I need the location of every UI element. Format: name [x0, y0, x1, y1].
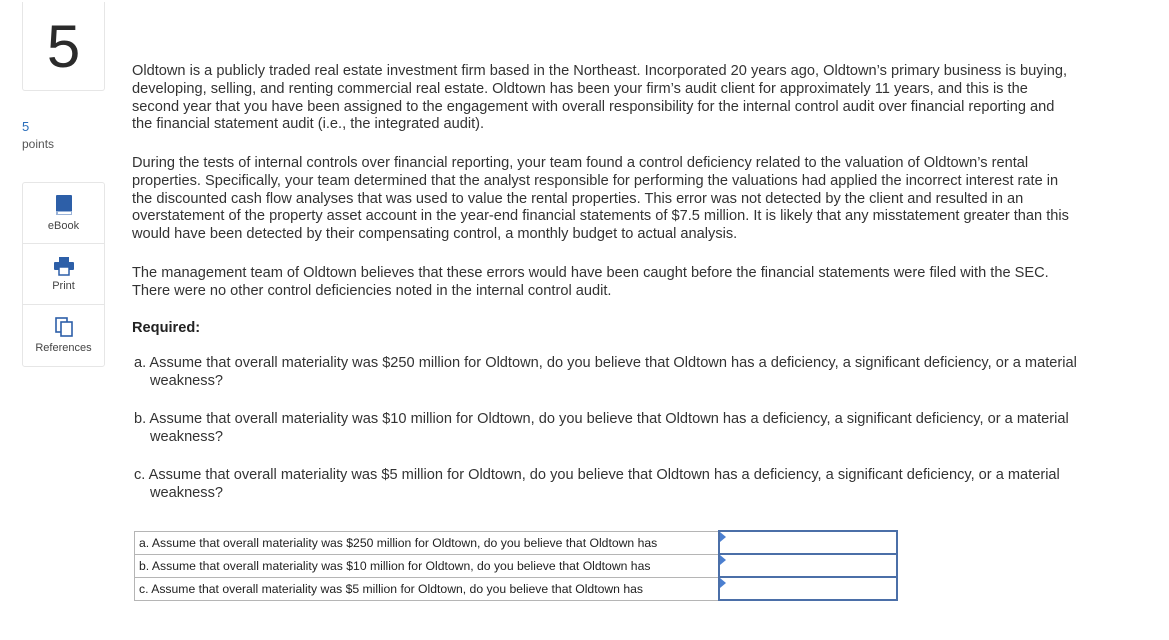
references-button[interactable]	[23, 305, 104, 365]
answer-question-b: b. Assume that overall materiality was $10 million for Oldtown, do you believe that Oldtown has	[135, 554, 720, 577]
answer-dropdown-a[interactable]	[719, 531, 897, 554]
answer-dropdown-b[interactable]	[719, 554, 897, 577]
requirement-b: b. Assume that overall materiality was $10 million for Oldtown, do you believe that Oldtown has a deficiency, a significant deficiency, or a material weakness?	[134, 411, 1069, 445]
points-label: points	[22, 137, 55, 151]
answer-question-c: c. Assume that overall materiality was $5 million for Oldtown, do you believe that Oldtown has	[135, 577, 720, 600]
scenario-paragraph-3: The management team of Oldtown believes that these errors would have been caught before the financial statements were filed with the SEC. There were no other control deficiencies noted in the internal control audit.	[132, 265, 1049, 299]
requirement-a: a. Assume that overall materiality was $250 million for Oldtown, do you believe that Oldtown has a deficiency, a significant deficiency, or a material weakness?	[134, 355, 1077, 389]
scenario-paragraph-1: Oldtown is a publicly traded real estate investment firm based in the Northeast. Incorporated 20 years ago, Oldtown’s primary business is buying, developing, selling, and renting commercial real estate. Oldtown has been your firm’s audit client for approximately 11 years, and this is the second year that you have been assigned to the engagement with overall responsibility for the internal control audit over financial reporting and the financial statement audit (i.e., the integrated audit).	[132, 63, 1068, 133]
table-row	[135, 531, 898, 554]
required-heading: Required:	[132, 320, 201, 336]
answer-dropdown-c[interactable]	[719, 577, 897, 600]
requirement-c: c. Assume that overall materiality was $5 million for Oldtown, do you believe that Oldtown has a deficiency, a significant deficiency, or a material weakness?	[134, 467, 1060, 501]
answer-table	[134, 530, 898, 601]
answer-question-a: a. Assume that overall materiality was $250 million for Oldtown, do you believe that Oldtown has	[135, 531, 720, 554]
table-row	[135, 554, 898, 577]
question-number: 5	[22, 2, 105, 91]
printer-icon	[53, 256, 75, 276]
scenario-paragraph-2: During the tests of internal controls over financial reporting, your team found a control deficiency related to the valuation of Oldtown’s rental properties. Specifically, your team determined that the analyst responsible for performing the valuations had applied the incorrect interest rate in the discounted cash flow analyses that was used to value the rental properties. This error was not detected by the client and resulted in an overstatement of the property asset account in the year-end financial statements of $7.5 million. It is likely that any misstatement greater than this would have been detected by their compensating control, a monthly budget to actual analysis.	[132, 155, 1069, 243]
book-icon	[55, 194, 73, 216]
references-label: References	[35, 342, 92, 354]
copy-documents-icon	[54, 316, 74, 338]
print-label: Print	[52, 280, 75, 292]
tools-panel	[22, 182, 105, 367]
ebook-label: eBook	[47, 220, 80, 232]
print-button[interactable]	[23, 244, 104, 305]
points-value: 5	[22, 119, 30, 134]
ebook-button[interactable]	[23, 183, 104, 244]
table-row	[135, 577, 898, 600]
